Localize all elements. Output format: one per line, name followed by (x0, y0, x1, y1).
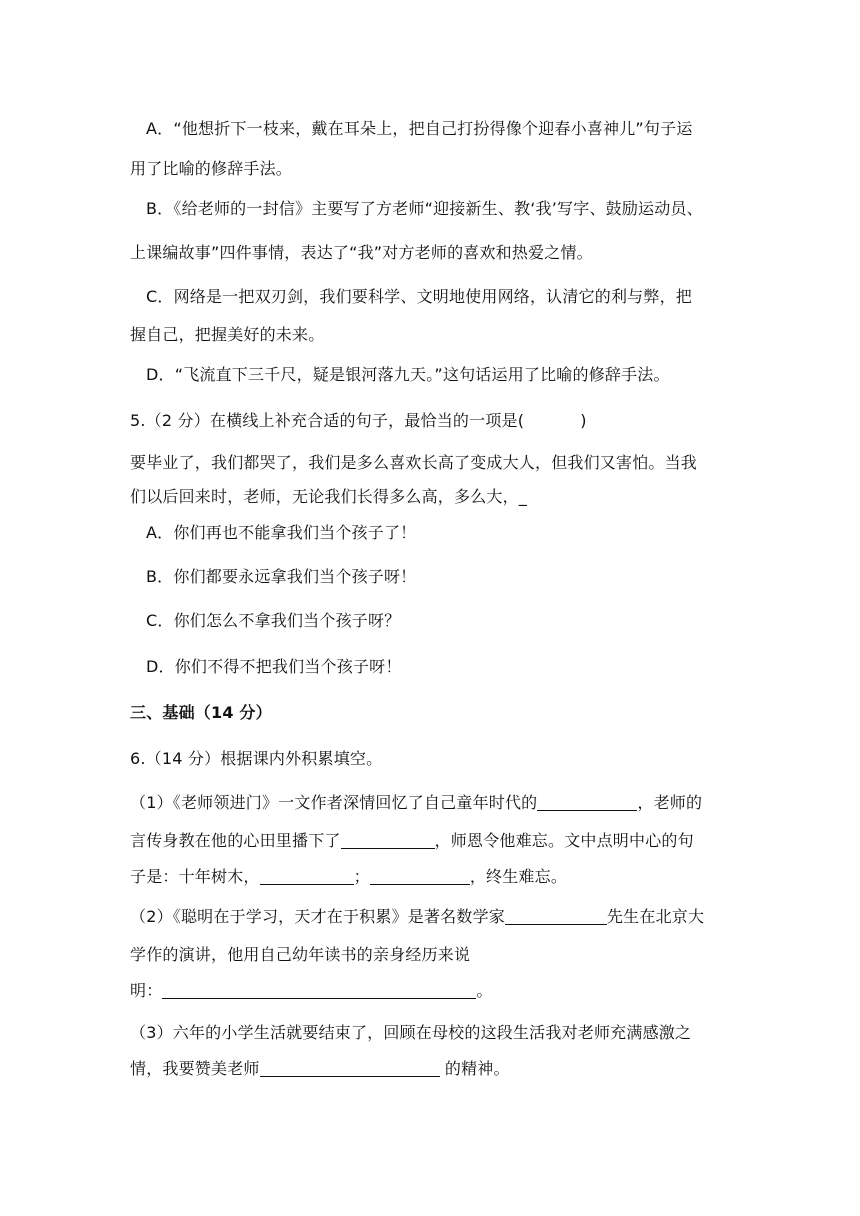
q6-part1-text-f: ； (353, 867, 370, 886)
q4-option-a-line1: A．“他想折下一枝来，戴在耳朵上，把自己打扮得像个迎春小喜神儿”句子运 (146, 119, 693, 138)
q5-passage-line1: 要毕业了，我们都哭了，我们是多么喜欢长高了变成大人，但我们又害怕。当我 (130, 453, 698, 472)
q6-part2-text-a: （2）《聪明在于学习，天才在于积累》是著名数学家 (130, 907, 505, 926)
q6-part1-text-c: 言传身教在他的心田里播下了 (130, 831, 341, 850)
q6-blank-3[interactable] (260, 868, 354, 885)
q6-blank-2[interactable] (341, 832, 435, 849)
q6-blank-6[interactable] (162, 982, 476, 999)
q6-part3-line2 (130, 1058, 510, 1080)
q4-option-c-line1: C．网络是一把双刃剑，我们要科学、文明地使用网络，认清它的利与弊，把 (146, 287, 692, 306)
q4-option-b-line1: B．《给老师的一封信》主要写了方老师“迎接新生、教‘我’写字、鼓励运动员、 (146, 199, 703, 218)
q6-part3-line1: （3）六年的小学生活就要结束了，回顾在母校的这段生活我对老师充满感激之 (130, 1023, 692, 1042)
q6-part2-line3 (130, 980, 493, 1002)
q4-option-a-line2: 用了比喻的修辞手法。 (130, 159, 293, 178)
q6-part2-text-c: 明： (130, 981, 163, 1000)
q5-stem (130, 410, 587, 432)
q6-part2-line2: 学作的演讲，他用自己幼年读书的亲身经历来说 (130, 945, 471, 964)
q6-blank-7[interactable] (260, 1060, 440, 1077)
q6-part3-text-a: 情，我要赞美老师 (130, 1059, 260, 1078)
q6-part3-text-b: 的精神。 (439, 1059, 510, 1078)
q6-part1-line1 (130, 792, 702, 814)
q5-stem-text: 5.（2 分）在横线上补充合适的句子，最恰当的一项是( (130, 411, 525, 430)
q6-stem: 6.（14 分）根据课内外积累填空。 (130, 749, 383, 768)
q5-option-c: C．你们怎么不拿我们当个孩子呀？ (146, 611, 401, 630)
q6-blank-1[interactable] (537, 794, 637, 811)
q6-blank-4[interactable] (370, 868, 470, 885)
q6-part2-line1 (130, 906, 704, 928)
q6-part2-text-b: 先生在北京大 (606, 907, 705, 926)
q5-option-b: B．你们都要永远拿我们当个孩子呀！ (146, 567, 417, 586)
q5-option-d: D．你们不得不把我们当个孩子呀！ (146, 657, 402, 676)
q6-part2-text-d: 。 (476, 981, 493, 1000)
q5-passage-line2: 们以后回来时，老师，无论我们长得多么高，多么大，_ (130, 487, 528, 506)
q4-option-b-line2: 上课编故事”四件事情，表达了“我”对方老师的喜欢和热爱之情。 (130, 243, 593, 262)
q5-stem-close: ) (580, 411, 587, 430)
q5-option-a: A．你们再也不能拿我们当个孩子了！ (146, 523, 417, 542)
q6-part1-text-e: 子是：十年树木， (130, 867, 260, 886)
q6-part1-line2 (130, 830, 694, 852)
q6-part1-text-a: （1）《老师领进门》一文作者深情回忆了自己童年时代的 (130, 793, 538, 812)
q6-blank-5[interactable] (505, 908, 607, 925)
q4-option-d: D．“飞流直下三千尺，疑是银河落九天。”这句话运用了比喻的修辞手法。 (146, 365, 670, 384)
q4-option-c-line2: 握自己，把握美好的未来。 (130, 325, 325, 344)
q6-part1-line3 (130, 866, 567, 888)
q6-part1-text-b: ，老师的 (637, 793, 703, 812)
section-3-title: 三、基础（14 分） (130, 703, 272, 722)
q6-part1-text-d: ，师恩令他难忘。文中点明中心的句 (434, 831, 694, 850)
q6-part1-text-g: ，终生难忘。 (469, 867, 568, 886)
